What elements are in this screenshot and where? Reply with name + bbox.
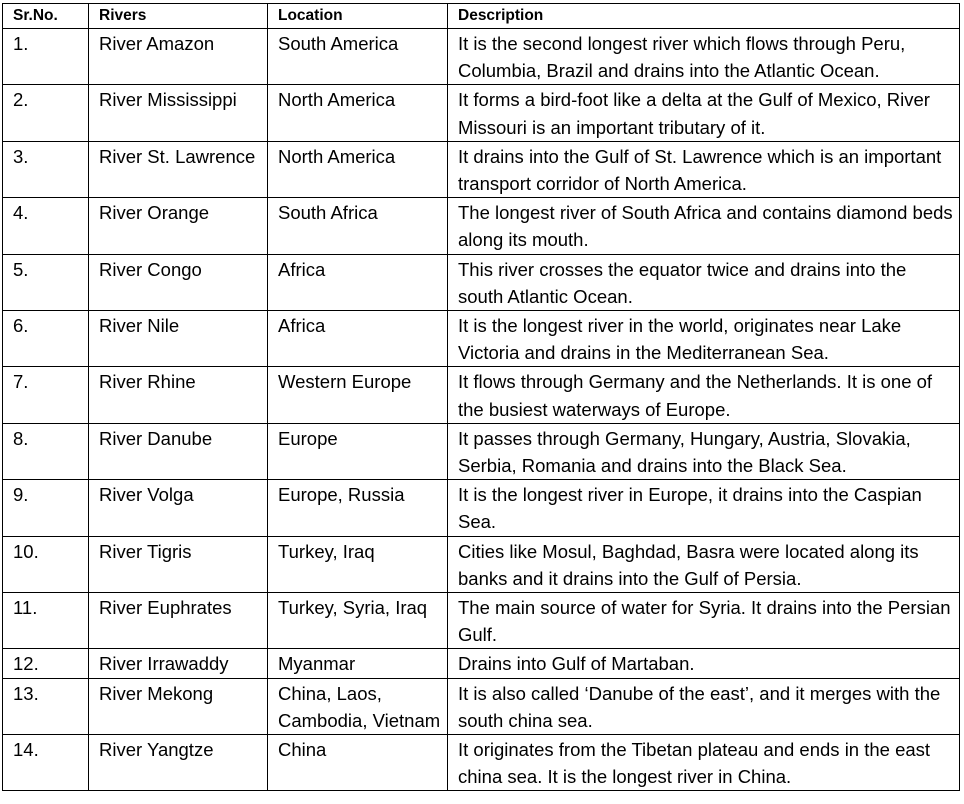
description-cell: It passes through Germany, Hungary, Austria, Slovakia, Serbia, Romania and drains into the Black Sea. — [448, 423, 960, 479]
location-cell: Europe, Russia — [268, 480, 448, 536]
table-row — [3, 141, 960, 197]
table-row — [3, 29, 960, 85]
location-cell: Myanmar — [268, 649, 448, 678]
description-cell: The longest river of South Africa and contains diamond beds along its mouth. — [448, 198, 960, 254]
description-cell: It is also called ‘Danube of the east’, and it merges with the south china sea. — [448, 678, 960, 734]
location-cell: South America — [268, 29, 448, 85]
description-cell: The main source of water for Syria. It drains into the Persian Gulf. — [448, 593, 960, 649]
river-cell: River Rhine — [89, 367, 268, 423]
table-row — [3, 367, 960, 423]
river-cell: River Nile — [89, 311, 268, 367]
header-description: Description — [448, 4, 960, 29]
header-rivers: Rivers — [89, 4, 268, 29]
river-cell: River Euphrates — [89, 593, 268, 649]
sr-no-cell: 12. — [3, 649, 89, 678]
river-cell: River Yangtze — [89, 735, 268, 791]
location-cell: Turkey, Syria, Iraq — [268, 593, 448, 649]
table-row — [3, 423, 960, 479]
location-cell: North America — [268, 85, 448, 141]
sr-no-cell: 7. — [3, 367, 89, 423]
sr-no-cell: 5. — [3, 254, 89, 310]
description-cell: It is the longest river in the world, originates near Lake Victoria and drains in the Mediterranean Sea. — [448, 311, 960, 367]
sr-no-cell: 11. — [3, 593, 89, 649]
sr-no-cell: 3. — [3, 141, 89, 197]
table-row — [3, 311, 960, 367]
sr-no-cell: 10. — [3, 536, 89, 592]
river-cell: River Orange — [89, 198, 268, 254]
rivers-table — [2, 3, 960, 791]
description-cell: Cities like Mosul, Baghdad, Basra were located along its banks and it drains into the Gulf of Persia. — [448, 536, 960, 592]
table-row — [3, 254, 960, 310]
location-cell: China, Laos, Cambodia, Vietnam — [268, 678, 448, 734]
river-cell: River Amazon — [89, 29, 268, 85]
table-row — [3, 536, 960, 592]
description-cell: It originates from the Tibetan plateau and ends in the east china sea. It is the longest river in China. — [448, 735, 960, 791]
description-cell: Drains into Gulf of Martaban. — [448, 649, 960, 678]
location-cell: Turkey, Iraq — [268, 536, 448, 592]
description-cell: It is the longest river in Europe, it drains into the Caspian Sea. — [448, 480, 960, 536]
description-cell: It is the second longest river which flows through Peru, Columbia, Brazil and drains into the Atlantic Ocean. — [448, 29, 960, 85]
description-cell: It forms a bird-foot like a delta at the Gulf of Mexico, River Missouri is an important tributary of it. — [448, 85, 960, 141]
table-row — [3, 85, 960, 141]
river-cell: River Volga — [89, 480, 268, 536]
header-row — [3, 4, 960, 29]
location-cell: North America — [268, 141, 448, 197]
river-cell: River Tigris — [89, 536, 268, 592]
table-row — [3, 735, 960, 791]
sr-no-cell: 9. — [3, 480, 89, 536]
sr-no-cell: 2. — [3, 85, 89, 141]
river-cell: River Irrawaddy — [89, 649, 268, 678]
table-row — [3, 593, 960, 649]
river-cell: River Danube — [89, 423, 268, 479]
sr-no-cell: 14. — [3, 735, 89, 791]
sr-no-cell: 1. — [3, 29, 89, 85]
location-cell: Europe — [268, 423, 448, 479]
description-cell: It drains into the Gulf of St. Lawrence which is an important transport corridor of North America. — [448, 141, 960, 197]
table-row — [3, 198, 960, 254]
river-cell: River Congo — [89, 254, 268, 310]
table-row — [3, 480, 960, 536]
table-row — [3, 649, 960, 678]
location-cell: Africa — [268, 311, 448, 367]
sr-no-cell: 13. — [3, 678, 89, 734]
header-sr-no: Sr.No. — [3, 4, 89, 29]
table-row — [3, 678, 960, 734]
location-cell: South Africa — [268, 198, 448, 254]
header-location: Location — [268, 4, 448, 29]
location-cell: Western Europe — [268, 367, 448, 423]
description-cell: It flows through Germany and the Netherlands. It is one of the busiest waterways of Europe. — [448, 367, 960, 423]
location-cell: China — [268, 735, 448, 791]
sr-no-cell: 6. — [3, 311, 89, 367]
river-cell: River Mekong — [89, 678, 268, 734]
sr-no-cell: 8. — [3, 423, 89, 479]
location-cell: Africa — [268, 254, 448, 310]
description-cell: This river crosses the equator twice and drains into the south Atlantic Ocean. — [448, 254, 960, 310]
river-cell: River Mississippi — [89, 85, 268, 141]
sr-no-cell: 4. — [3, 198, 89, 254]
river-cell: River St. Lawrence — [89, 141, 268, 197]
